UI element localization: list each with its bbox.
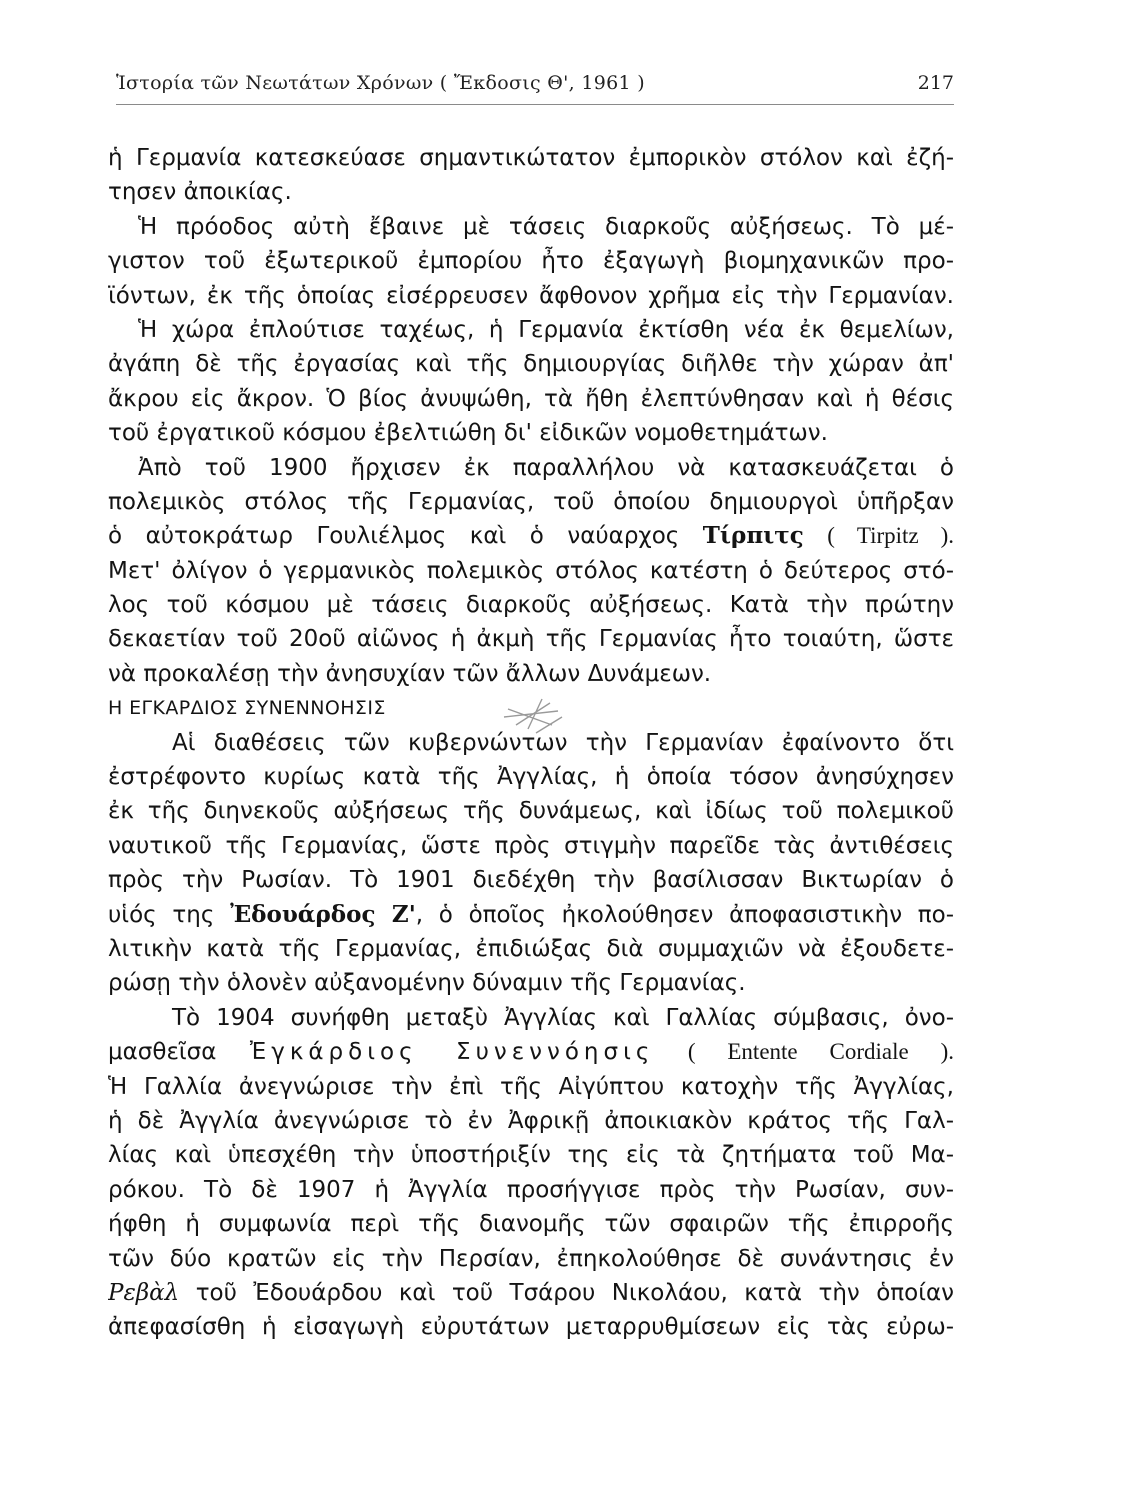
text-line: πολεμικὸς στόλος τῆς Γερμανίας, τοῦ ὁποίου δημιουργοὶ ὑπῆρξαν xyxy=(108,488,954,515)
text-line: Ἀπὸ τοῦ 1900 ἤρχισεν ἐκ παραλλήλου νὰ κατασκευάζεται ὁ xyxy=(138,454,954,481)
text-line: ρόκου. Τὸ δὲ 1907 ἡ Ἀγγλία προσήγγισε πρὸς τὴν Ρωσίαν, συν- xyxy=(108,1176,954,1203)
entente-latin: ( Entente Cordiale ). xyxy=(687,1039,954,1065)
pencil-scribble-mark xyxy=(498,695,568,739)
text-line xyxy=(108,1276,954,1310)
section-heading: Η ΕΓΚΑΡΔΙΟΣ ΣΥΝΕΝΝΟΗΣΙΣ xyxy=(108,697,386,720)
text-line: ἐκ τῆς διηνεκοῦς αὐξήσεως τῆς δυνάμεως, καὶ ἰδίως τοῦ πολεμικοῦ xyxy=(108,798,954,825)
text-line: ἀγάπη δὲ τῆς ἐργασίας καὶ τῆς δημιουργίας διῆλθε τὴν χώραν ἀπ' xyxy=(108,351,954,378)
text-line: τῶν δύο κρατῶν εἰς τὴν Περσίαν, ἐπηκολούθησε δὲ συνάντησις ἐν xyxy=(108,1245,954,1272)
text-line: ἡ δὲ Ἀγγλία ἀνεγνώρισε τὸ ἐν Ἀφρικῇ ἀποικιακὸν κράτος τῆς Γαλ- xyxy=(108,1107,954,1134)
entente-greek: Ἐγκάρδιος Συνεννόησις xyxy=(249,1039,655,1066)
text-line: ϊόντων, ἐκ τῆς ὁποίας εἰσέρρευσεν ἄφθονον χρῆμα εἰς τὴν Γερμανίαν. xyxy=(108,282,954,309)
text-line: Ἡ Γαλλία ἀνεγνώρισε τὴν ἐπὶ τῆς Αἰγύπτου κατοχὴν τῆς Ἀγγλίας, xyxy=(108,1073,954,1100)
text-line: Ἡ πρόοδος αὐτὴ ἔβαινε μὲ τάσεις διαρκοῦς αὐξήσεως. Τὸ μέ- xyxy=(138,213,954,240)
text-line: ἀπεφασίσθη ἡ εἰσαγωγὴ εὐρυτάτων μεταρρυθμίσεων εἰς τὰς εὐρω- xyxy=(108,1314,954,1341)
text-line: ἐστρέφοντο κυρίως κατὰ τῆς Ἀγγλίας, ἡ ὁποία τόσον ἀνησύχησεν xyxy=(108,764,954,791)
text-line xyxy=(108,519,954,553)
running-head xyxy=(116,68,954,98)
text-line: λίας καὶ ὑπεσχέθη τὴν ὑποστήριξίν της εἰς τὰ ζητήματα τοῦ Μα- xyxy=(108,1142,954,1169)
text-line: ναυτικοῦ τῆς Γερμανίας, ὥστε πρὸς στιγμὴν παρεῖδε τὰς ἀντιθέσεις xyxy=(108,832,954,859)
text-line: Αἱ διαθέσεις τῶν κυβερνώντων τὴν Γερμανίαν ἐφαίνοντο ὅτι xyxy=(172,729,954,756)
edward-name: Ἐδουάρδος Ζ' xyxy=(230,900,416,928)
text-line: νὰ προκαλέσῃ τὴν ἀνησυχίαν τῶν ἄλλων Δυνάμεων. xyxy=(108,660,712,687)
page-number: 217 xyxy=(917,72,954,94)
text-line: ἄκρου εἰς ἄκρον. Ὁ βίος ἀνυψώθη, τὰ ἤθη ἐλεπτύνθησαν καὶ ἡ θέσις xyxy=(108,385,954,412)
header-rule xyxy=(116,104,954,105)
body-text xyxy=(108,141,954,1345)
text-line: ρώσῃ τὴν ὁλονὲν αὐξανομένην δύναμιν τῆς Γερμανίας. xyxy=(108,970,746,997)
text-line: Μετ' ὀλίγον ὁ γερμανικὸς πολεμικὸς στόλος κατέστη ὁ δεύτερος στό- xyxy=(108,557,954,584)
text-segment: ὁ αὐτοκράτωρ Γουλιέλμος καὶ ὁ ναύαρχος xyxy=(108,523,680,550)
text-line xyxy=(108,1035,954,1069)
text-line: ήφθη ἡ συμφωνία περὶ τῆς διανομῆς τῶν σφαιρῶν τῆς ἐπιρροῆς xyxy=(108,1211,954,1238)
text-line: λος τοῦ κόσμου μὲ τάσεις διαρκοῦς αὐξήσεως. Κατὰ τὴν πρώτην xyxy=(108,592,954,619)
book-title: Ἱστορία τῶν Νεωτάτων Χρόνων ( Ἔκδοσις Θ', 1961 ) xyxy=(116,72,645,94)
tirpitz-name: Τίρπιτς xyxy=(702,522,804,550)
text-segment: υἱός της xyxy=(108,901,215,928)
text-line: τοῦ ἐργατικοῦ κόσμου ἐβελτιώθη δι' εἰδικῶν νομοθετημάτων. xyxy=(108,420,828,447)
text-line: γιστον τοῦ ἐξωτερικοῦ ἐμπορίου ἦτο ἐξαγωγὴ βιομηχανικῶν προ- xyxy=(108,248,954,275)
reval-place: Ρεβὰλ xyxy=(108,1279,180,1306)
text-line: τησεν ἀποικίας. xyxy=(108,179,292,206)
text-line: δεκαετίαν τοῦ 20οῦ αἰῶνος ἡ ἀκμὴ τῆς Γερμανίας ἦτο τοιαύτη, ὥστε xyxy=(108,626,954,653)
text-segment: μασθεῖσα xyxy=(108,1039,217,1066)
tirpitz-latin: ( Tirpitz ). xyxy=(827,523,954,549)
text-segment: τοῦ Ἐδουάρδου καὶ τοῦ Τσάρου Νικολάου, κατὰ τὴν ὁποίαν xyxy=(195,1279,954,1306)
text-segment: , ὁ ὁποῖος ἠκολούθησεν ἀποφασιστικὴν πο- xyxy=(415,901,954,928)
text-line: Ἡ χώρα ἐπλούτισε ταχέως, ἡ Γερμανία ἐκτίσθη νέα ἐκ θεμελίων, xyxy=(138,316,954,343)
text-line: λιτικὴν κατὰ τῆς Γερμανίας, ἐπιδιώξας διὰ συμμαχιῶν νὰ ἐξουδετε- xyxy=(108,935,954,962)
text-line: Τὸ 1904 συνήφθη μεταξὺ Ἀγγλίας καὶ Γαλλίας σύμβασις, ὀνο- xyxy=(172,1004,954,1031)
text-line: πρὸς τὴν Ρωσίαν. Τὸ 1901 διεδέχθη τὴν βασίλισσαν Βικτωρίαν ὁ xyxy=(108,867,954,894)
text-line xyxy=(108,898,954,932)
text-line: ἡ Γερμανία κατεσκεύασε σημαντικώτατον ἐμπορικὸν στόλον καὶ ἐζή- xyxy=(108,145,954,171)
